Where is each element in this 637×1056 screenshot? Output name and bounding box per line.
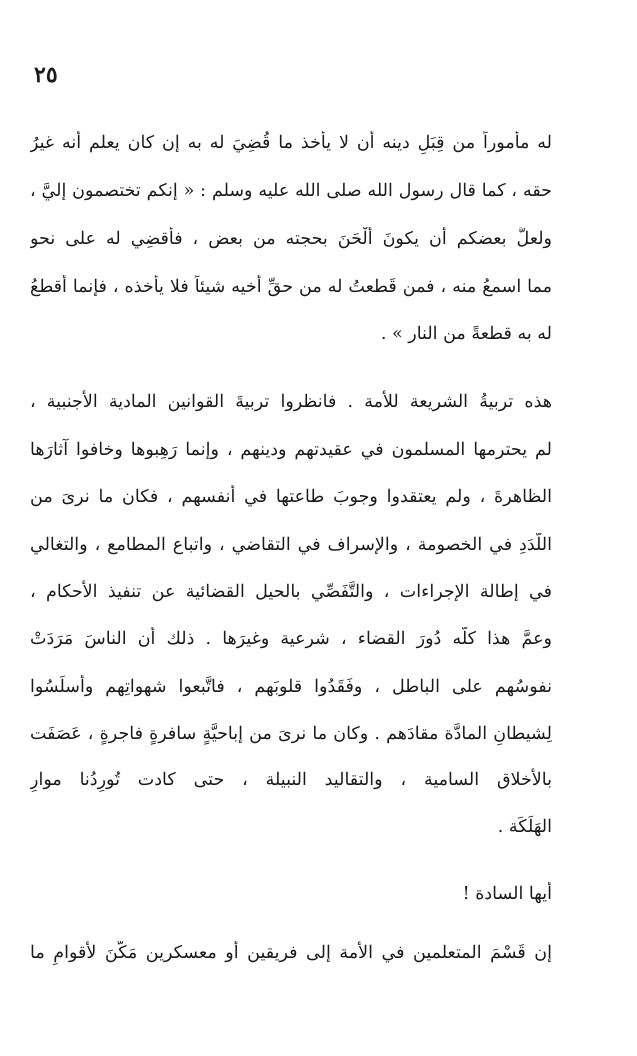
paragraph-line: ولعلَّ بعضكم أن يكونَ أَلْحَنَ بحجته من بعض ، فأَقضِي له على نحو bbox=[30, 229, 552, 249]
paragraph-line: له به قطعةً من النار » . bbox=[380, 324, 552, 344]
paragraph-line: إن قَسْمَ المتعلمين في الأُمة إلى فريقين أو معسكرين مَكَّنَ لأَقوامٍ ما bbox=[30, 943, 552, 963]
paragraph-line: هذه تربيةُ الشريعة للأُمة . فانظروا تربيةَ القوانين المادية الأَجنبية ، bbox=[30, 392, 552, 412]
paragraph-line: له مأموراً من قِبَلِ دينه أن لا يأخذ ما قُضِيَ له به إن كان يعلم أنه غيرُ bbox=[30, 133, 552, 153]
page-number: ٢٥ bbox=[34, 62, 58, 88]
paragraph-line: مما اسمعُ منه ، فمن قَطعتُ له من حقِّ أخيه شيئاً فلا يأخذه ، فإنما أقطعُ bbox=[30, 277, 552, 297]
paragraph-line: الظاهرةَ ، ولم يعتقدوا وجوبَ طاعتها في أنفسهم ، فكان ما نرىَ من bbox=[30, 487, 552, 507]
address-heading: أيها السادة ! bbox=[462, 884, 552, 904]
paragraph-line: وعمَّ هذا كلُّه دُورَ القضاء ، شرعية وغيرَها . ذلك أن الناسَ مَرَدَتْ bbox=[30, 629, 552, 649]
paragraph-line: حقه ، كما قال رسول الله صلى الله عليه وسلم : « إنكم تختصمون إليَّ ، bbox=[30, 181, 552, 201]
paragraph-line: بالأَخلاق السامية ، والتقاليد النبيلة ، حتى كادت تُورِدُنا موارِ bbox=[30, 770, 552, 790]
paragraph-line: لِشيطانِ المادَّة مقادَهم . وكان ما نرىَ من إباحيَّةٍ سافرةٍ فاجرةٍ ، عَصَفَت bbox=[30, 724, 552, 744]
paragraph-line: نفوسُهم على الباطل ، وفَقَدُوا قلوبَهم ، فاتَّبعوا شهواتِهم وأسلَسُوا bbox=[30, 677, 552, 697]
paragraph-line: لم يحترمها المسلمون في عقيدتهم ودينهم ، وإنما رَهِبوها وخافوا آثارَها bbox=[30, 440, 552, 460]
paragraph-line: اللَّدَدِ في الخصومة ، والإسراف في التقاضي ، واتباع المطامع ، والتغالي bbox=[30, 535, 552, 555]
paragraph-line: الهَلَكَة . bbox=[497, 817, 552, 837]
paragraph-line: في إطالة الإجراءات ، والتَّفَصِّي بالحيل القضائية عن تنفيذ الأَحكام ، bbox=[30, 582, 552, 602]
